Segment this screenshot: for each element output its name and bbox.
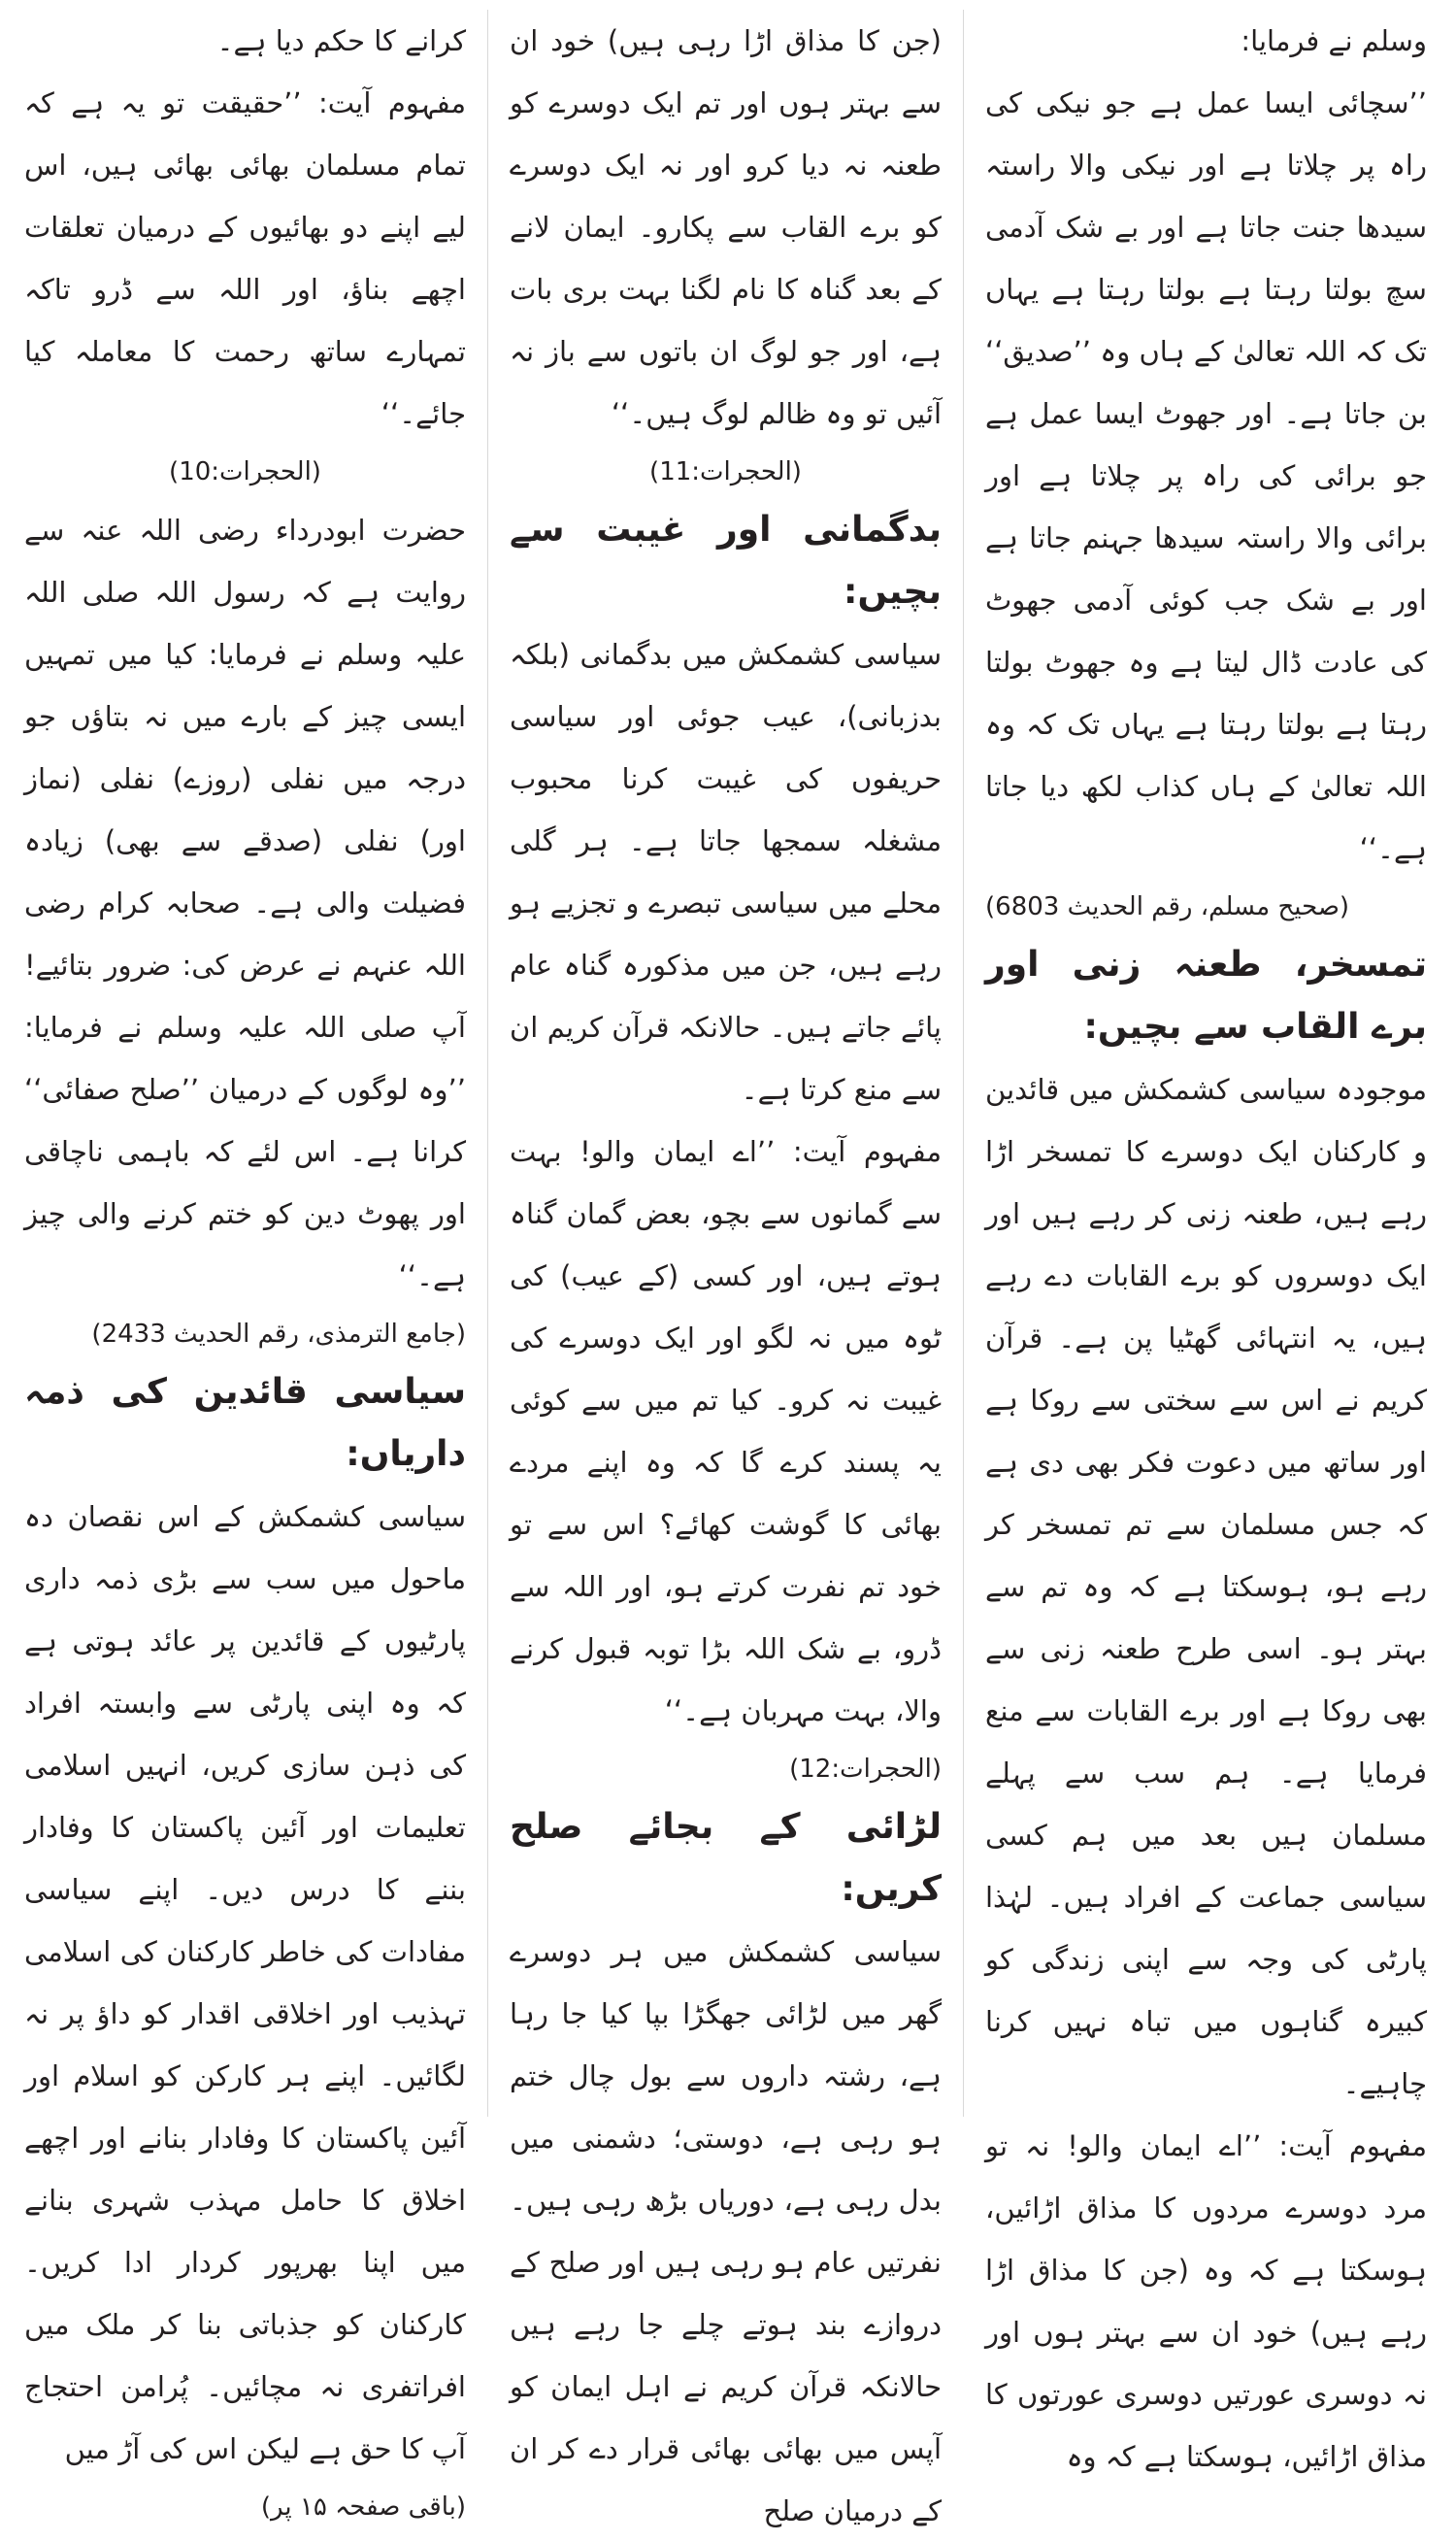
paragraph: سیاسی کشمکش میں ہر دوسرے گھر میں لڑائی جھگڑا بپا کیا جا رہا ہے، رشتہ داروں سے بول چال ختم ہو رہی ہے، دوستی؛ دشمنی میں بدل رہی ہے، دوریاں بڑھ رہی ہیں۔ نفرتیں عام ہو رہی ہیں اور صلح کے دروازے بند ہوتے چلے جا رہے ہیں حالانکہ قرآن کریم نے اہل ایمان کو آپس میں بھائی بھائی قرار دے کر ان کے درمیان صلح [510,1935,942,2527]
hadith-reference: (جامع الترمذی، رقم الحدیث 2433) [91,1320,466,1349]
section-heading: بدگمانی اور غیبت سے بچیں: [510,510,942,612]
hadith-quote: ’’سچائی ایسا عمل ہے جو نیکی کی راہ پر چلاتا ہے اور نیکی والا راستہ سیدھا جنت جاتا ہے اور بے شک آدمی سچ بولتا رہتا ہے بولتا رہتا ہے یہاں تک کہ اللہ تعالیٰ کے ہاں وہ ’’صدیق‘‘ بن جاتا ہے۔ اور جھوٹ ایسا عمل ہے جو برائی کی راہ پر چلاتا ہے اور برائی والا راستہ سیدھا جہنم جاتا ہے اور بے شک جب کوئی آدمی جھوٹ کی عادت ڈال لیتا ہے وہ جھوٹ بولتا رہتا ہے بولتا رہتا ہے یہاں تک کہ وہ اللہ تعالیٰ کے ہاں کذاب لکھ دیا جاتا ہے۔‘‘ [985,86,1427,865]
verse-quote: (جن کا مذاق اڑا رہی ہیں) خود ان سے بہتر ہوں اور تم ایک دوسرے کو طعنہ نہ دیا کرو اور نہ ایک دوسرے کو برے القاب سے پکارو۔ ایمان لانے کے بعد گناہ کا نام لگنا بہت بری بات ہے، اور جو لوگ ان باتوں سے باز نہ آئیں تو وہ ظالم لوگ ہیں۔‘‘ [510,24,942,430]
hadith-reference: (صحیح مسلم، رقم الحدیث 6803) [985,892,1350,921]
verse-reference: (الحجرات:11) [649,457,802,486]
section-heading: تمسخر، طعنہ زنی اور برے القاب سے بچیں: [985,945,1427,1047]
column-3 [24,10,466,2522]
verse-reference: (الحجرات:10) [169,457,321,486]
column-divider [487,10,488,2117]
section-heading: سیاسی قائدین کی ذمہ داریاں: [24,1372,466,1474]
column-divider [963,10,964,2117]
verse-quote: مفہوم آیت: ’’اے ایمان والو! بہت سے گمانوں سے بچو، بعض گمان گناہ ہوتے ہیں، اور کسی (کے عیب) کی ٹوہ میں نہ لگو اور ایک دوسرے کی غیبت نہ کرو۔ کیا تم میں سے کوئی یہ پسند کرے گا کہ وہ اپنے مردے بھائی کا گوشت کھائے؟ اس سے تو خود تم نفرت کرتے ہو، اور اللہ سے ڈرو، بے شک اللہ بڑا توبہ قبول کرنے والا، بہت مہربان ہے۔‘‘ [510,1135,942,1727]
continued-note: (باقی صفحہ ۱۵ پر) [260,2492,466,2522]
paragraph: کرانے کا حکم دیا ہے۔ [216,24,466,57]
paragraph: موجودہ سیاسی کشمکش میں قائدین و کارکنان ایک دوسرے کا تمسخر اڑا رہے ہیں، طعنہ زنی کر رہے ہیں اور ایک دوسروں کو برے القابات دے رہے ہیں، یہ انتہائی گھٹیا پن ہے۔ قرآن کریم نے اس سے سختی سے روکا ہے اور ساتھ میں دعوت فکر بھی دی ہے کہ جس مسلمان سے تم تمسخر کر رہے ہو، ہوسکتا ہے کہ وہ تم سے بہتر ہو۔ اسی طرح طعنہ زنی سے بھی روکا ہے اور برے القابات سے منع فرمایا ہے۔ ہم سب سے پہلے مسلمان ہیں بعد میں ہم کسی سیاسی جماعت کے افراد ہیں۔ لہٰذا پارٹی کی وجہ سے اپنی زندگی کو کبیرہ گناہوں میں تباہ نہیں کرنا چاہیے۔ [985,1073,1427,2100]
column-2 [510,10,942,2527]
paragraph: وسلم نے فرمایا: [1241,24,1427,57]
section-heading: لڑائی کے بجائے صلح کریں: [510,1807,942,1909]
verse-reference: (الحجرات:12) [789,1755,942,1784]
column-1 [985,10,1427,2473]
hadith-quote: حضرت ابودرداء رضی اللہ عنہ سے روایت ہے کہ رسول اللہ صلی اللہ علیہ وسلم نے فرمایا: کیا میں تمہیں ایسی چیز کے بارے میں نہ بتاؤں جو درجہ میں نفلی (روزے) نفلی (نماز اور) نفلی (صدقے سے بھی) زیادہ فضیلت والی ہے۔ صحابہ کرام رضی اللہ عنہم نے عرض کی: ضرور بتائیے! آپ صلی اللہ علیہ وسلم نے فرمایا: ’’وہ لوگوں کے درمیان ’’صلح صفائی‘‘ کرانا ہے۔ اس لئے کہ باہمی ناچاقی اور پھوٹ دین کو ختم کرنے والی چیز ہے۔‘‘ [24,514,466,1292]
paragraph: سیاسی کشمکش میں بدگمانی (بلکہ بدزبانی)، عیب جوئی اور سیاسی حریفوں کی غیبت کرنا محبوب مشغلہ سمجھا جاتا ہے۔ ہر گلی محلے میں سیاسی تبصرے و تجزیے ہو رہے ہیں، جن میں مذکورہ گناہ عام پائے جاتے ہیں۔ حالانکہ قرآن کریم ان سے منع کرتا ہے۔ [510,638,942,1106]
verse-quote: مفہوم آیت: ’’حقیقت تو یہ ہے کہ تمام مسلمان بھائی بھائی ہیں، اس لیے اپنے دو بھائیوں کے درمیان تعلقات اچھے بناؤ، اور اللہ سے ڈرو تاکہ تمہارے ساتھ رحمت کا معاملہ کیا جائے۔‘‘ [24,86,466,430]
verse-quote: مفہوم آیت: ’’اے ایمان والو! نہ تو مرد دوسرے مردوں کا مذاق اڑائیں، ہوسکتا ہے کہ وہ (جن کا مذاق اڑا رہے ہیں) خود ان سے بہتر ہوں اور نہ دوسری عورتیں دوسری عورتوں کا مذاق اڑائیں، ہوسکتا ہے کہ وہ [985,2129,1427,2473]
paragraph: سیاسی کشمکش کے اس نقصان دہ ماحول میں سب سے بڑی ذمہ داری پارٹیوں کے قائدین پر عائد ہوتی ہے کہ وہ اپنی پارٹی سے وابستہ افراد کی ذہن سازی کریں، انہیں اسلامی تعلیمات اور آئین پاکستان کا وفادار بننے کا درس دیں۔ اپنے سیاسی مفادات کی خاطر کارکنان کی اسلامی تہذیب اور اخلاقی اقدار کو داؤ پر نہ لگائیں۔ اپنے ہر کارکن کو اسلام اور آئین پاکستان کا وفادار بنانے اور اچھے اخلاق کا حامل مہذب شہری بنانے میں اپنا بھرپور کردار ادا کریں۔ کارکنان کو جذباتی بنا کر ملک میں افراتفری نہ مچائیں۔ پُرامن احتجاج آپ کا حق ہے لیکن اس کی آڑ میں [24,1500,466,2465]
